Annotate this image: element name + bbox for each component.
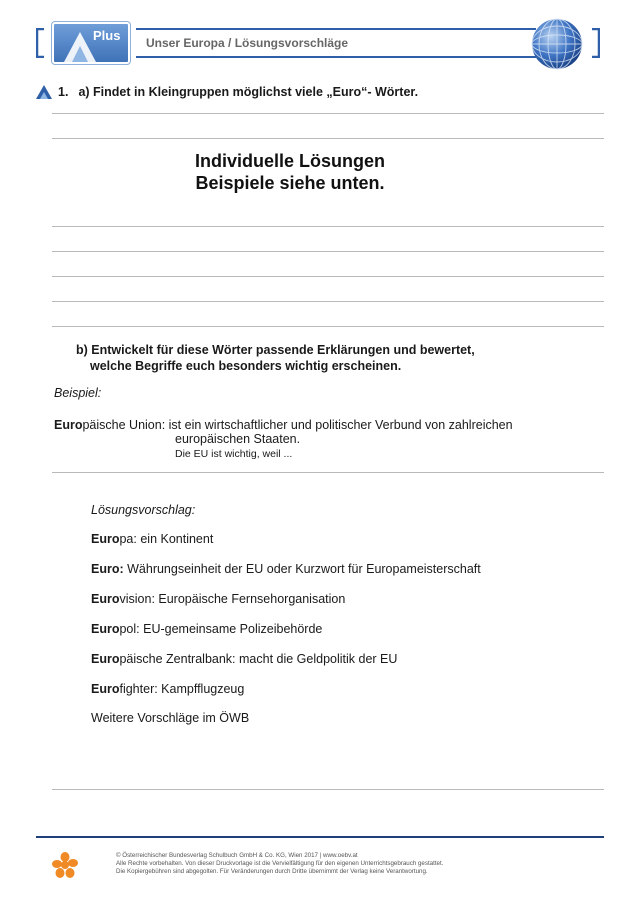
euro-prefix: Euro xyxy=(91,652,120,666)
solution-text: päische Zentralbank: macht die Geldpolitik der EU xyxy=(119,652,398,666)
footer-line-2: Alle Rechte vorbehalten. Von dieser Druckvorlage ist die Vervielfältigung für den eigenen Unterrichtsgebrauch gestattet. xyxy=(116,860,444,867)
euro-prefix: Euro xyxy=(54,418,83,432)
footer-divider xyxy=(36,836,604,838)
part-b-line-1: b) Entwickelt für diese Wörter passende Erklärungen und bewertet, xyxy=(76,343,475,357)
solution-item xyxy=(91,652,397,666)
solution-text: pa: ein Kontinent xyxy=(119,532,214,546)
euro-prefix: Euro xyxy=(91,682,120,696)
answer-line xyxy=(52,251,604,252)
publisher-logo-icon xyxy=(52,851,78,879)
solution-text: pol: EU-gemeinsame Polizeibehörde xyxy=(119,622,323,636)
task-number: 1. xyxy=(58,85,69,99)
example-continuation: europäischen Staaten. xyxy=(175,432,301,446)
euro-prefix: Euro xyxy=(91,592,120,606)
individual-line-2: Beispiele siehe unten. xyxy=(195,173,385,193)
solution-label: Lösungsvorschlag: xyxy=(91,503,196,517)
task-part-b xyxy=(76,342,475,374)
answer-line xyxy=(52,226,604,227)
euro-prefix: Euro xyxy=(91,532,120,546)
page-title: Unser Europa / Lösungsvorschläge xyxy=(146,36,349,50)
euro-prefix: Euro xyxy=(91,622,120,636)
answer-line xyxy=(52,326,604,327)
part-b-line-2: welche Begriffe euch besonders wichtig erscheinen. xyxy=(90,359,402,373)
solution-item xyxy=(91,532,213,546)
logo-plus-text: Plus xyxy=(93,28,121,43)
more-suggestions: Weitere Vorschläge im ÖWB xyxy=(91,711,250,725)
footer-line-3: Die Kopiergebühren sind abgegolten. Für Veränderungen durch Dritte übernimmt der Verlag keine Verantwortung. xyxy=(116,868,428,875)
solution-item xyxy=(91,622,322,636)
solution-item xyxy=(91,562,481,576)
answer-line xyxy=(52,113,604,114)
example-label: Beispiel: xyxy=(54,386,102,400)
answer-line xyxy=(52,472,604,473)
footer-line-1: © Österreichischer Bundesverlag Schulbuch GmbH & Co. KG, Wien 2017 | www.oebv.at xyxy=(116,852,358,859)
answer-line xyxy=(52,301,604,302)
answer-line xyxy=(52,789,604,790)
answer-line xyxy=(52,138,604,139)
solution-text: Währungseinheit der EU oder Kurzwort für Europameisterschaft xyxy=(123,562,481,576)
example-rest: päische Union: ist ein wirtschaftlicher und politischer Verbund von zahlreichen xyxy=(82,418,513,432)
answer-line xyxy=(52,276,604,277)
example-definition xyxy=(54,417,513,433)
solution-item xyxy=(91,592,345,606)
pyramid-icon xyxy=(36,85,52,99)
globe-icon xyxy=(530,17,584,71)
solution-text: fighter: Kampfflugzeug xyxy=(119,682,245,696)
individual-line-1: Individuelle Lösungen xyxy=(194,151,385,171)
euro-prefix: Euro: xyxy=(91,562,124,576)
footer-copyright xyxy=(116,852,443,876)
task-heading xyxy=(36,84,418,100)
solution-text: vision: Europäische Fernsehorganisation xyxy=(119,592,346,606)
individual-solutions xyxy=(100,150,480,194)
example-note: Die EU ist wichtig, weil ... xyxy=(175,448,293,460)
solution-item xyxy=(91,682,244,696)
task-part-a: a) Findet in Kleingruppen möglichst viele „Euro“- Wörter. xyxy=(78,85,419,99)
